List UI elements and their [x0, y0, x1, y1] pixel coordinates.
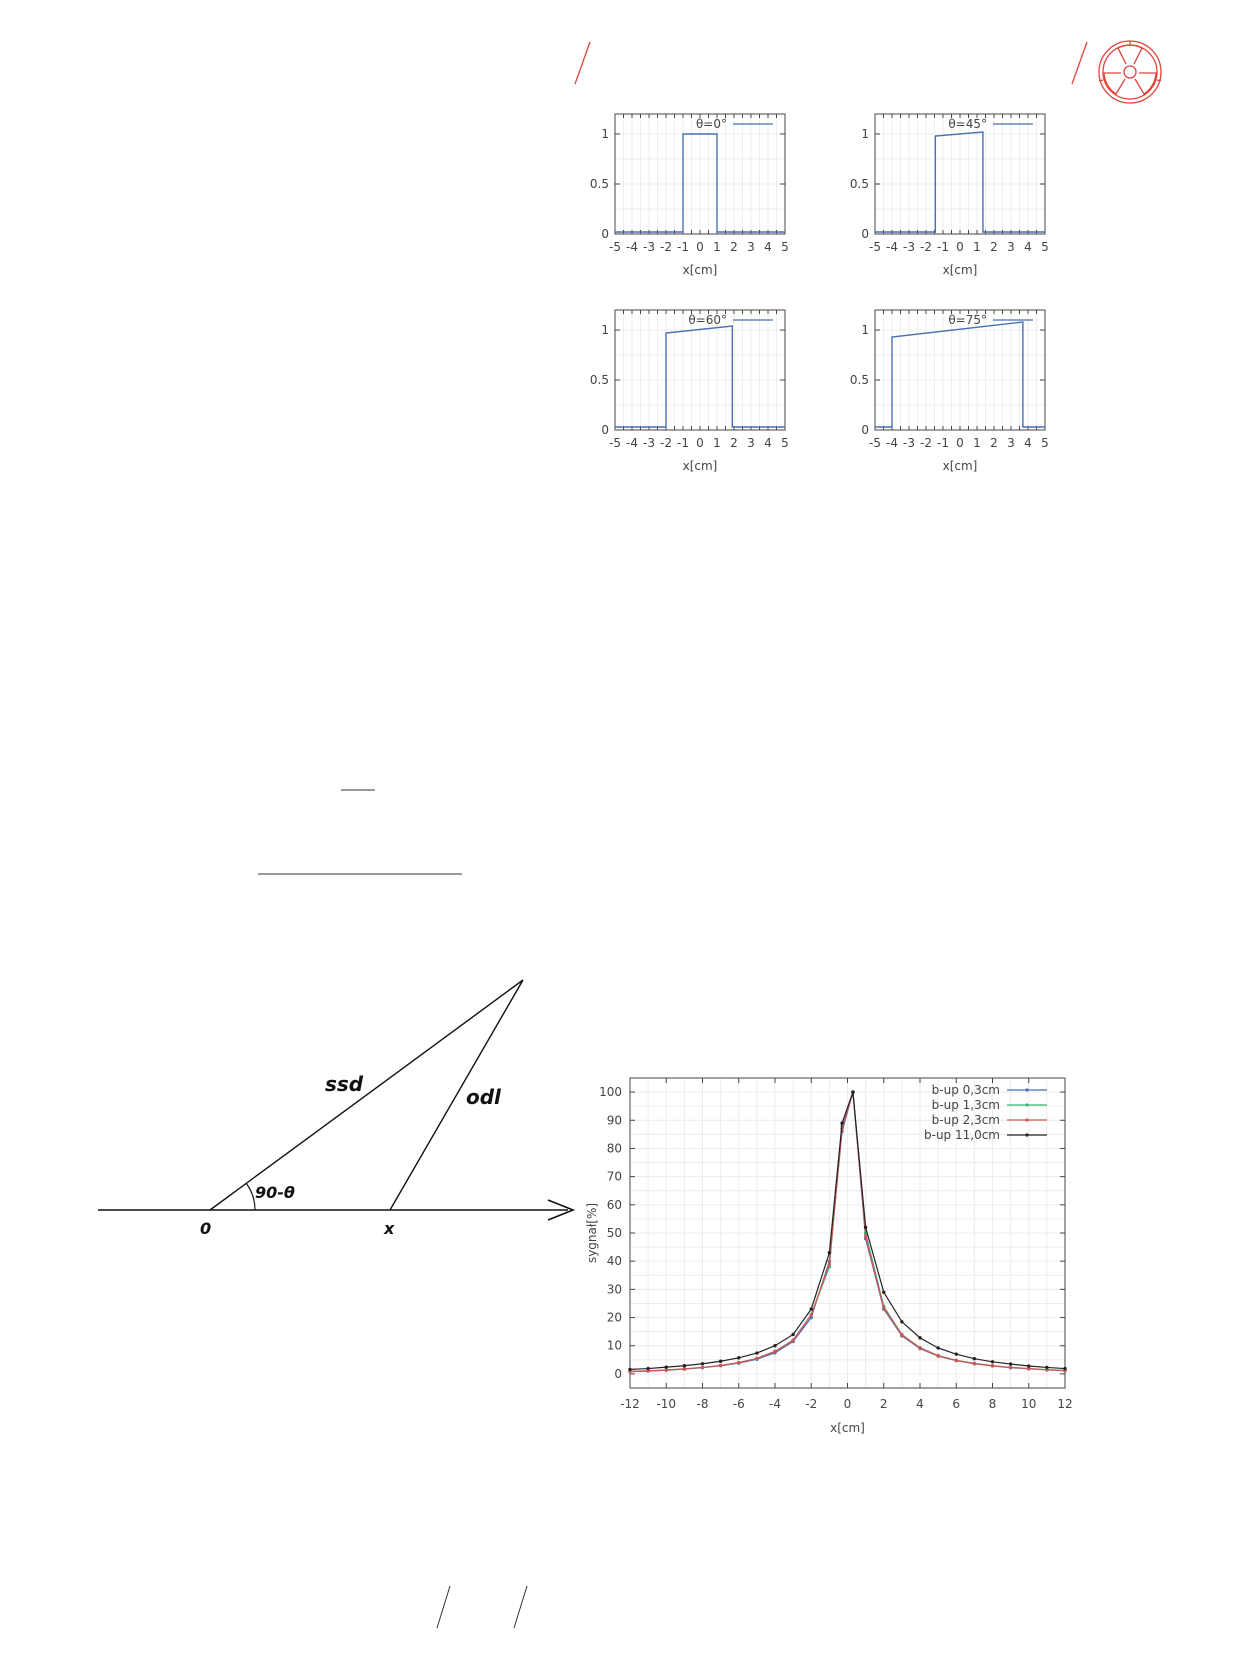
x-tick-label: -4 — [886, 436, 898, 450]
data-point — [1027, 1364, 1030, 1367]
legend-label: b-up 0,3cm — [931, 1083, 1000, 1097]
accent-slash-mid — [575, 42, 590, 84]
data-point — [628, 1368, 631, 1371]
y-tick-label: 0.5 — [849, 177, 869, 191]
label-x: x — [384, 1219, 395, 1238]
x-tick-label: 5 — [1041, 436, 1049, 450]
x-tick-label: -1 — [677, 240, 689, 254]
x-axis-label: x[cm] — [682, 263, 718, 277]
geometry-diagram — [90, 960, 590, 1240]
x-tick-label: 1 — [973, 436, 981, 450]
x-tick-label: -2 — [660, 240, 672, 254]
legend-marker — [1025, 1088, 1028, 1091]
data-point — [955, 1352, 958, 1355]
x-tick-label: -3 — [903, 436, 915, 450]
x-tick-label: -4 — [769, 1397, 781, 1411]
y-tick-label: 0 — [861, 227, 869, 241]
legend-label: θ=0° — [695, 117, 727, 131]
x-tick-label: -2 — [920, 240, 932, 254]
x-tick-label: 8 — [988, 1397, 997, 1411]
y-tick-label: 0 — [861, 423, 869, 437]
data-point — [737, 1356, 740, 1359]
x-tick-label: -3 — [643, 436, 655, 450]
x-tick-label: 0 — [956, 240, 964, 254]
data-point — [882, 1290, 885, 1293]
label-odl: odl — [466, 1085, 501, 1109]
y-tick-label: 1 — [861, 127, 869, 141]
x-tick-label: -5 — [609, 436, 621, 450]
data-point — [701, 1366, 704, 1369]
x-tick-label: -2 — [805, 1397, 818, 1411]
y-tick-label: 90 — [606, 1113, 622, 1128]
data-point — [1045, 1366, 1048, 1369]
data-point — [864, 1226, 867, 1229]
x-tick-label: 10 — [1021, 1397, 1037, 1411]
x-tick-label: 1 — [713, 436, 721, 450]
x-tick-label: 6 — [952, 1397, 961, 1411]
data-point — [1063, 1367, 1066, 1370]
formula-rules — [0, 770, 600, 890]
x-axis-label: x[cm] — [830, 1421, 865, 1435]
footer-slash-left — [437, 1586, 450, 1628]
legend-label: θ=45° — [948, 117, 987, 131]
x-tick-label: -12 — [620, 1397, 640, 1411]
y-tick-label: 1 — [601, 323, 609, 337]
data-point — [936, 1354, 939, 1357]
x-tick-label: 2 — [990, 240, 998, 254]
header-decorations — [0, 0, 1254, 120]
y-tick-label: 0.5 — [589, 177, 609, 191]
y-tick-label: 80 — [606, 1141, 622, 1156]
y-tick-label: 10 — [606, 1338, 622, 1353]
y-tick-label: 0.5 — [849, 373, 869, 387]
x-axis-label: x[cm] — [682, 459, 718, 473]
data-point — [737, 1361, 740, 1364]
legend-marker — [1025, 1103, 1028, 1106]
data-point — [864, 1234, 867, 1237]
data-point — [701, 1362, 704, 1365]
data-point — [900, 1333, 903, 1336]
data-point — [719, 1364, 722, 1367]
x-tick-label: -3 — [643, 240, 655, 254]
data-point — [1009, 1362, 1012, 1365]
x-tick-label: -2 — [660, 436, 672, 450]
y-tick-label: 1 — [601, 127, 609, 141]
y-tick-label: 0 — [601, 423, 609, 437]
y-tick-label: 70 — [606, 1169, 622, 1184]
small-chart-theta-60 — [580, 308, 820, 493]
y-tick-label: 100 — [599, 1085, 622, 1100]
x-tick-label: -5 — [869, 240, 881, 254]
footer-slash-right — [514, 1586, 527, 1628]
x-tick-label: 12 — [1057, 1397, 1073, 1411]
x-tick-label: 3 — [747, 436, 755, 450]
legend-marker — [1025, 1118, 1028, 1121]
data-point — [773, 1350, 776, 1353]
x-axis-label: x[cm] — [942, 263, 978, 277]
x-tick-label: 4 — [1024, 240, 1032, 254]
data-point — [882, 1306, 885, 1309]
data-point — [828, 1251, 831, 1254]
data-point — [810, 1307, 813, 1310]
data-point — [828, 1262, 831, 1265]
data-point — [991, 1364, 994, 1367]
data-point — [683, 1367, 686, 1370]
small-chart-theta-0 — [580, 112, 820, 297]
data-point — [646, 1367, 649, 1370]
data-point — [683, 1364, 686, 1367]
y-tick-label: 30 — [606, 1282, 622, 1297]
y-axis-label: sygnał[%] — [585, 1202, 599, 1264]
data-point — [755, 1357, 758, 1360]
data-point — [791, 1333, 794, 1336]
data-point — [665, 1365, 668, 1368]
x-tick-label: -4 — [626, 240, 638, 254]
legend-label: b-up 2,3cm — [931, 1113, 1000, 1127]
small-chart-theta-75 — [840, 308, 1080, 493]
x-tick-label: -4 — [886, 240, 898, 254]
data-point — [918, 1346, 921, 1349]
data-point — [1009, 1366, 1012, 1369]
data-point — [773, 1344, 776, 1347]
odl-line — [390, 980, 523, 1210]
angle-arc — [246, 1183, 255, 1210]
data-point — [936, 1346, 939, 1349]
legend-label: θ=75° — [948, 313, 987, 327]
data-point — [955, 1359, 958, 1362]
footer-decorations — [0, 1580, 1254, 1640]
x-tick-label: 5 — [781, 436, 789, 450]
data-point — [810, 1313, 813, 1316]
legend-label: b-up 1,3cm — [931, 1098, 1000, 1112]
small-chart-theta-45 — [840, 112, 1080, 297]
y-tick-label: 0.5 — [589, 373, 609, 387]
x-tick-label: 4 — [916, 1397, 924, 1411]
x-tick-label: 2 — [990, 436, 998, 450]
x-tick-label: 2 — [730, 240, 738, 254]
x-tick-label: -5 — [869, 436, 881, 450]
legend-label: b-up 11,0cm — [924, 1128, 1000, 1142]
x-tick-label: 2 — [879, 1397, 888, 1411]
x-tick-label: 4 — [764, 436, 772, 450]
x-tick-label: 3 — [1007, 436, 1015, 450]
data-point — [851, 1090, 854, 1093]
data-point — [791, 1338, 794, 1341]
data-point — [840, 1121, 843, 1124]
accent-slash-right — [1072, 42, 1087, 84]
x-tick-label: 4 — [764, 240, 772, 254]
radiation-trefoil-logo-icon — [1099, 41, 1161, 103]
x-tick-label: 0 — [696, 240, 704, 254]
x-tick-label: -10 — [656, 1397, 677, 1411]
y-tick-label: 60 — [606, 1197, 622, 1212]
y-tick-label: 50 — [606, 1226, 622, 1240]
x-axis-label: x[cm] — [942, 459, 978, 473]
x-tick-label: -5 — [609, 240, 621, 254]
x-tick-label: -1 — [937, 240, 949, 254]
x-tick-label: 1 — [713, 240, 721, 254]
x-tick-label: 5 — [781, 240, 789, 254]
y-tick-label: 1 — [861, 323, 869, 337]
label-ssd: ssd — [325, 1072, 364, 1096]
data-point — [973, 1362, 976, 1365]
x-tick-label: -8 — [696, 1397, 709, 1411]
x-tick-label: 2 — [730, 436, 738, 450]
x-tick-label: 5 — [1041, 240, 1049, 254]
x-tick-label: -1 — [677, 436, 689, 450]
large-chart-signal-profile — [580, 1070, 1080, 1450]
x-tick-label: 4 — [1024, 436, 1032, 450]
y-tick-label: 0 — [601, 227, 609, 241]
label-angle: 90-θ — [255, 1183, 295, 1202]
x-tick-label: 1 — [973, 240, 981, 254]
data-point — [755, 1351, 758, 1354]
x-tick-label: 0 — [696, 436, 704, 450]
label-origin: 0 — [200, 1219, 212, 1238]
data-point — [973, 1357, 976, 1360]
x-tick-label: 3 — [1007, 240, 1015, 254]
legend-label: θ=60° — [688, 313, 727, 327]
x-tick-label: -3 — [903, 240, 915, 254]
data-point — [719, 1360, 722, 1363]
data-point — [991, 1360, 994, 1363]
y-tick-label: 0 — [614, 1366, 622, 1381]
y-tick-label: 40 — [606, 1254, 622, 1269]
data-point — [918, 1336, 921, 1339]
x-tick-label: 3 — [747, 240, 755, 254]
legend-marker — [1025, 1133, 1028, 1136]
x-tick-label: -2 — [920, 436, 932, 450]
x-tick-label: -6 — [732, 1397, 745, 1411]
x-tick-label: -1 — [937, 436, 949, 450]
y-tick-label: 20 — [606, 1310, 622, 1325]
data-point — [900, 1320, 903, 1323]
x-tick-label: 0 — [956, 436, 964, 450]
x-tick-label: -4 — [626, 436, 638, 450]
x-tick-label: 0 — [843, 1397, 852, 1411]
